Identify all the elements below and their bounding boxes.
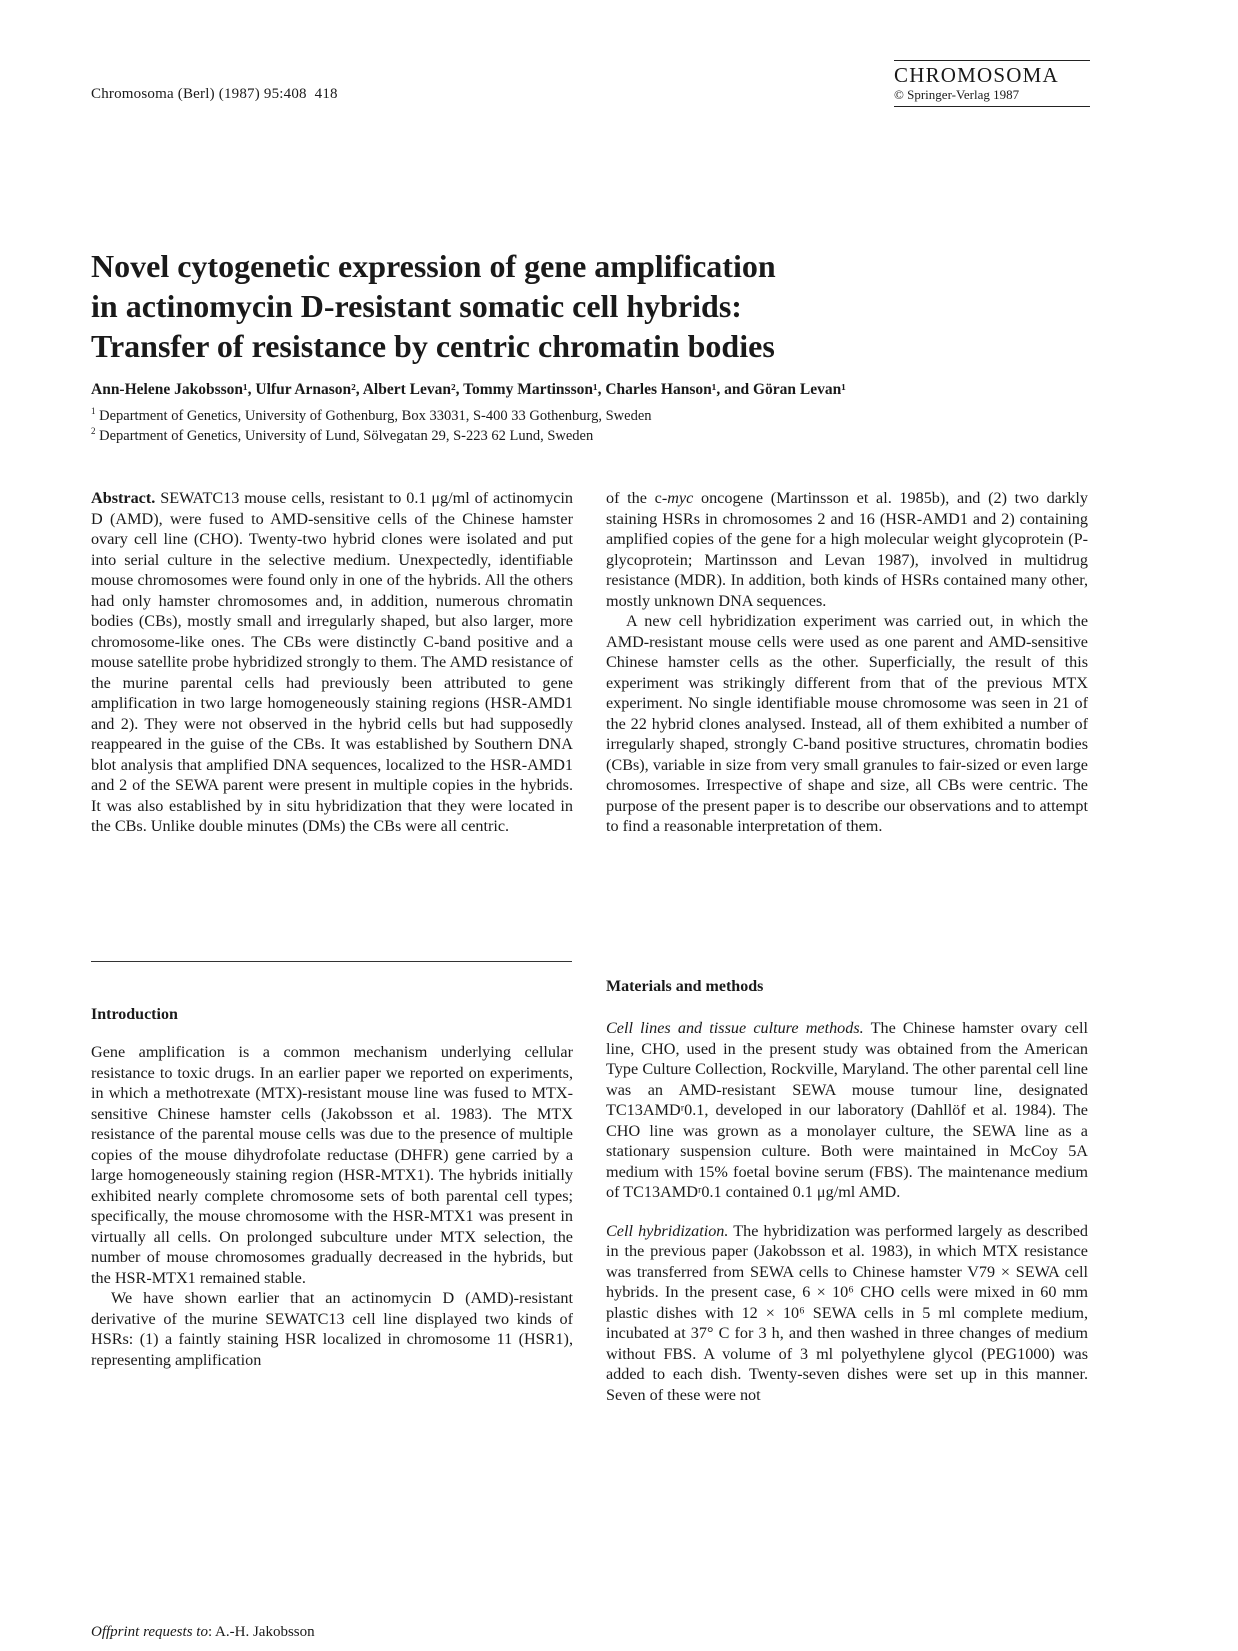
abstract <box>91 488 573 837</box>
affiliation-mark: 2 <box>91 426 96 436</box>
paragraph: A new cell hybridization experiment was carried out, in which the AMD-resistant mouse cells were used as one parent and AMD-sensitive Chinese hamster cells as the other. Superficially, the result of this experiment was strikingly different from that of the previous MTX experiment. No single identifiable mouse chromosome was seen in 21 of the 22 hybrid clones analysed. Instead, all of them exhibited a number of irregularly shaped, strongly C-band positive structures, chromatin bodies (CBs), variable in size from very small granules to fair-sized or even large chromosomes. Irrespective of shape and size, all CBs were centric. The purpose of the present paper is to describe our observations and to attempt to find a reasonable interpretation of them. <box>606 612 1088 835</box>
abstract-text: SEWATC13 mouse cells, resistant to 0.1 μg/ml of actinomycin D (AMD), were fused to AMD-sensitive cells of the Chinese hamster ovary cell line (CHO). Twenty-two hybrid clones were isolated and put into serial culture in the selective medium. Unexpectedly, identifiable mouse chromosomes were found only in one of the hybrids. All the others had only hamster chromosomes and, in addition, numerous chromatin bodies (CBs), mostly small and irregularly shaped, but also larger, more chromosome-like ones. The CBs were distinctly C-band positive and a mouse satellite probe hybridized strongly to them. The AMD resistance of the murine parental cells had previously been attributed to gene amplification in two large homogeneously staining regions (HSR-AMD1 and 2). They were not observed in the hybrid cells but had supposedly reappeared in the guise of the CBs. It was established by Southern DNA blot analysis that amplified DNA sequences, localized to the HSR-AMD1 and 2 of the SEWA parent were present in multiple copies in the hybrids. It was also established by in situ hybridization that they were located in the CBs. Unlike double minutes (DMs) the CBs were all centric. <box>91 489 573 835</box>
paragraph: The Chinese hamster ovary cell line, CHO, used in the present study was obtained from the American Type Culture Collection, Rockville, Maryland. The other parental cell line was an AMD-resistant SEWA mouse tumour line, designated TC13AMDʳ0.1, developed in our laboratory (Dahllöf et al. 1984). The CHO line was grown as a monolayer culture, the SEWA line as a stationary suspension culture. Both were maintained in McCoy 5A medium with 15% foetal bovine serum (FBS). The maintenance medium of TC13AMDʳ0.1 contained 0.1 μg/ml AMD. <box>606 1019 1088 1201</box>
affiliation-1 <box>91 406 1091 425</box>
paragraph: We have shown earlier that an actinomycin D (AMD)-resistant derivative of the murine SEWATC13 cell line displayed two kinds of HSRs: (1) a faintly staining HSR localized in chromosome 11 (HSR1), representing amplification <box>91 1289 573 1369</box>
title-line: Novel cytogenetic expression of gene amplification <box>91 248 776 284</box>
subsection-title: Cell lines and tissue culture methods. <box>606 1019 864 1037</box>
offprint-name: : A.-H. Jakobsson <box>207 1624 315 1640</box>
text-run: of the c- <box>606 489 668 507</box>
paragraph: The hybridization was performed largely as described in the previous paper (Jakobsson et al. 1983), in which MTX resistance was transferred from SEWA cells to Chinese hamster V79 × SEWA cell hybrids. In the present case, 6 × 10⁶ CHO cells were mixed in 60 mm plastic dishes with 12 × 10⁶ SEWA cells in 5 ml complete medium, incubated at 37° C for 3 h, and then washed in three changes of medium without FBS. A volume of 3 ml polyethylene glycol (PEG1000) was added to each dish. Twenty-seven dishes were set up in this manner. Seven of these were not <box>606 1221 1088 1404</box>
affiliation-text: Department of Genetics, University of Lund, Sölvegatan 29, S-223 62 Lund, Sweden <box>99 427 594 444</box>
methods-heading: Materials and methods <box>606 978 764 995</box>
abstract-label: Abstract. <box>91 489 156 507</box>
journal-name: CHROMOSOMA <box>894 63 1059 87</box>
offprint-note <box>91 1624 315 1641</box>
affiliation-mark: 1 <box>91 406 96 416</box>
section-divider <box>91 961 572 962</box>
right-column-intro <box>606 488 1088 837</box>
paper-title <box>91 246 991 366</box>
paragraph: Gene amplification is a common mechanism underlying cellular resistance to toxic drugs. In an earlier paper we reported on experiments, in which a methotrexate (MTX)-resistant mouse line was fused to MTX-sensitive Chinese hamster cells (Jakobsson et al. 1983). The MTX resistance of the parental mouse cells was due to the presence of multiple copies of the mouse dihydrofolate reductase (DHFR) gene carried by a large homogeneously staining region (HSR-MTX1). The hybrids initially exhibited nearly complete chromosome sets of both parental cell types; specifically, the mouse chromosome with the HSR-MTX1 was present in virtually all cells. On prolonged subculture under MTX selection, the number of mouse chromosomes gradually decreased in the hybrids, but the HSR-MTX1 remained stable. <box>91 1043 573 1287</box>
text-run-italic: myc <box>667 489 694 507</box>
subsection-title: Cell hybridization. <box>606 1221 729 1240</box>
methods-body <box>606 1018 1088 1405</box>
affiliation-2 <box>91 426 1091 445</box>
copyright: © Springer-Verlag 1987 <box>894 87 1020 102</box>
affiliation-text: Department of Genetics, University of Gothenburg, Box 33031, S-400 33 Gothenburg, Sweden <box>99 407 652 424</box>
title-line: Transfer of resistance by centric chromatin bodies <box>91 328 775 364</box>
introduction-heading: Introduction <box>91 1006 178 1023</box>
introduction-body <box>91 1042 573 1370</box>
text-run: oncogene (Martinsson et al. 1985b), and (2) two darkly staining HSRs in chromosomes 2 and 16 (HSR-AMD1 and 2) containing amplified copies of the gene for a high molecular weight glycoprotein (P-glycoprotein; Martinsson and Levan 1987), involved in multidrug resistance (MDR). In addition, both kinds of HSRs contained many other, mostly unknown DNA sequences. <box>606 489 1088 610</box>
journal-block <box>894 60 1090 107</box>
title-line: in actinomycin D-resistant somatic cell hybrids: <box>91 288 742 324</box>
authors: Ann-Helene Jakobsson¹, Ulfur Arnason², Albert Levan², Tommy Martinsson¹, Charles Hanson¹, and Göran Levan¹ <box>91 381 846 398</box>
offprint-label: Offprint requests to <box>91 1624 208 1640</box>
citation: Chromosoma (Berl) (1987) 95:408 418 <box>91 86 338 102</box>
